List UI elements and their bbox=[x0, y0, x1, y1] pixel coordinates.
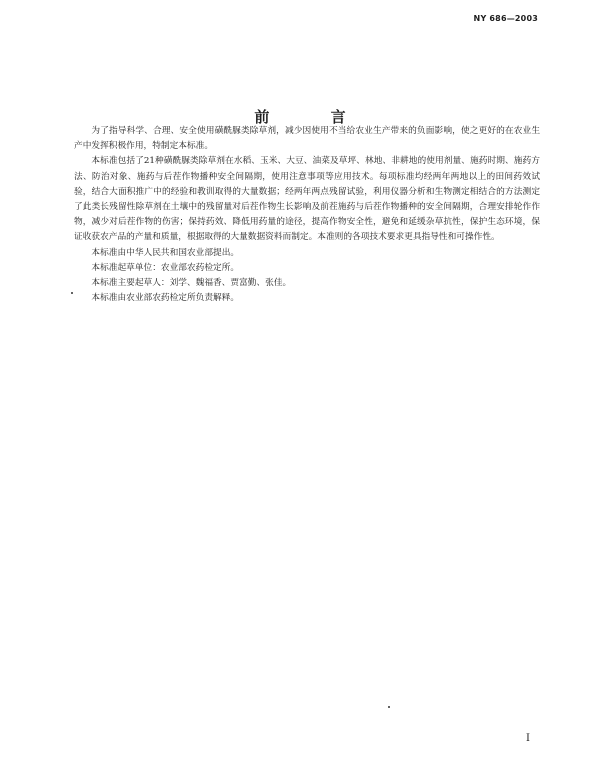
paragraph-proposer: 本标准由中华人民共和国农业部提出。 bbox=[91, 247, 240, 258]
paragraph-drafting-unit: 本标准起草单位：农业部农药检定所。 bbox=[91, 262, 240, 273]
document-body bbox=[74, 124, 540, 306]
scan-speck bbox=[388, 706, 390, 708]
scan-speck bbox=[71, 292, 73, 294]
standard-code: NY 686—2003 bbox=[473, 14, 538, 23]
page-number: I bbox=[526, 733, 530, 744]
paragraph-drafters: 本标准主要起草人：刘学、魏福香、贾富勤、张佳。 bbox=[91, 278, 292, 289]
paragraph-scope: 本标准包括了21种磺酰脲类除草剂在水稻、玉米、大豆、油菜及草坪、林地、非耕地的使用剂量、施药时期、施药方法、防治对象、施药与后茬作物播种安全间隔期，使用注意事项等应用技术。每项标准均经两年两地以上的田间药效试验，结合大面积推广中的经验和教训取得的大量数据；经两年两点残留试验，利用仪器分析和生物测定相结合的方法测定了此类长残留性除草剂在土壤中的残留量对后茬作物生长影响及前茬施药与后茬作物播种的安全间隔期，合理安排轮作作物，减少对后茬作物的伤害；保持药效、降低用药量的途径，提高作物安全性，避免和延缓杂草抗性，保护生态环境，保证收获农产品的产量和质量，根据取得的大量数据资料而制定。本准则的各项技术要求更具指导性和可操作性。 bbox=[74, 156, 540, 243]
page-title: 前 言 bbox=[254, 108, 374, 126]
paragraph-interpretation: 本标准由农业部农药检定所负责解释。 bbox=[91, 293, 240, 304]
paragraph-purpose: 为了指导科学、合理、安全使用磺酰脲类除草剂，减少因使用不当给农业生产带来的负面影响，使之更好的在农业生产中发挥积极作用，特制定本标准。 bbox=[74, 126, 540, 152]
